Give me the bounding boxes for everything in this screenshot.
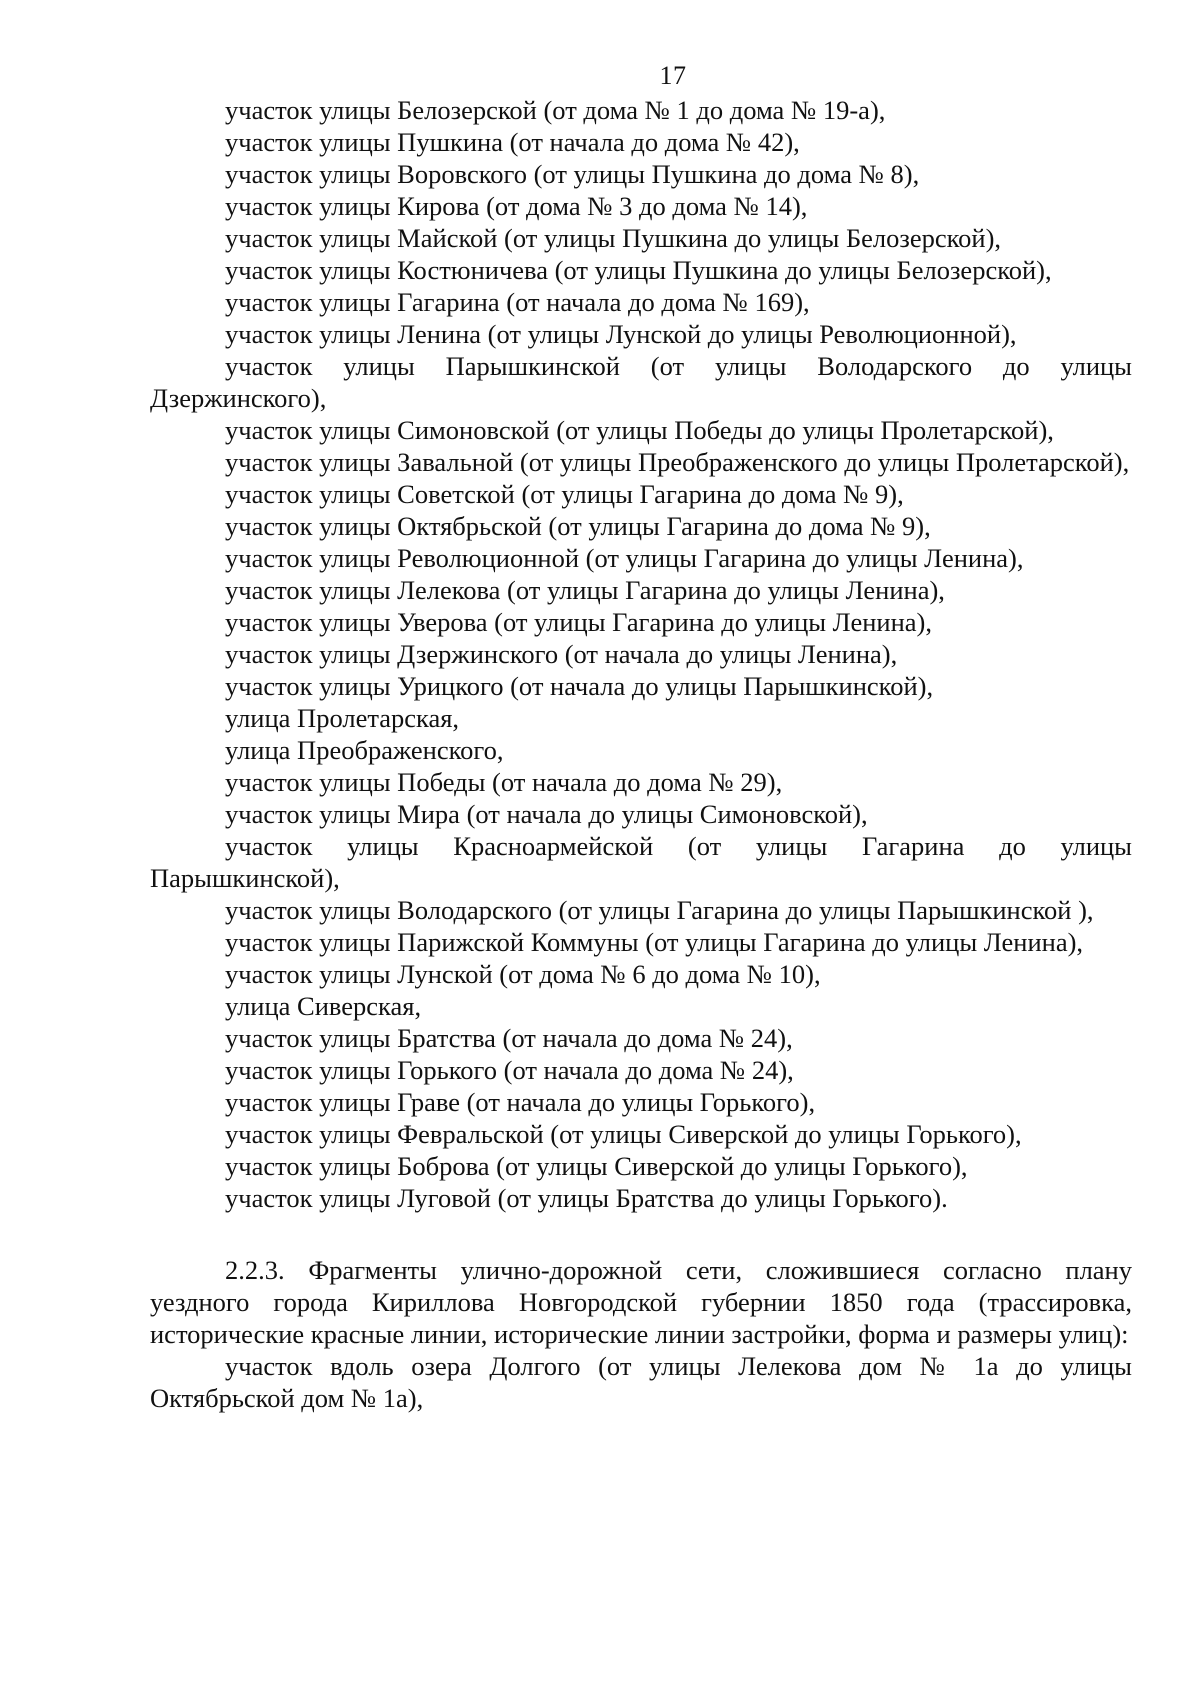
list-item: участок улицы Революционной (от улицы Гагарина до улицы Ленина), <box>225 543 1024 573</box>
list-item: участок улицы Завальной (от улицы Преображенского до улицы Пролетарской), <box>225 447 1130 477</box>
list-item: участок улицы Октябрьской (от улицы Гагарина до дома № 9), <box>225 511 931 541</box>
list-item: участок улицы Победы (от начала до дома № 29), <box>225 767 783 797</box>
list-item: участок улицы Советской (от улицы Гагарина до дома № 9), <box>225 479 904 509</box>
list-item: участок улицы Воровского (от улицы Пушкина до дома № 8), <box>225 159 920 189</box>
list-item: участок улицы Красноармейской (от улицы Гагарина до улицы Парышкинской), <box>150 831 1132 893</box>
street-list <box>150 94 1132 1214</box>
list-item: участок улицы Белозерской (от дома № 1 до дома № 19-а), <box>225 95 886 125</box>
list-item: участок улицы Лунской (от дома № 6 до дома № 10), <box>225 959 821 989</box>
list-item: участок улицы Дзержинского (от начала до улицы Ленина), <box>225 639 898 669</box>
list-item: участок улицы Костюничева (от улицы Пушкина до улицы Белозерской), <box>225 255 1052 285</box>
list-item: участок улицы Уверова (от улицы Гагарина до улицы Ленина), <box>225 607 932 637</box>
list-item: участок улицы Лелекова (от улицы Гагарина до улицы Ленина), <box>225 575 945 605</box>
list-item: улица Пролетарская, <box>225 703 460 733</box>
list-item: улица Преображенского, <box>225 735 504 765</box>
list-item: участок улицы Февральской (от улицы Сиверской до улицы Горького), <box>225 1119 1022 1149</box>
list-item: участок улицы Братства (от начала до дома № 24), <box>225 1023 793 1053</box>
section-street-list <box>150 1350 1132 1414</box>
list-item: участок улицы Граве (от начала до улицы Горького), <box>225 1087 816 1117</box>
list-item: участок улицы Парижской Коммуны (от улицы Гагарина до улицы Ленина), <box>225 927 1084 957</box>
list-item: участок улицы Боброва (от улицы Сиверской до улицы Горького), <box>225 1151 968 1181</box>
list-item: участок улицы Володарского (от улицы Гагарина до улицы Парышкинской ), <box>225 895 1094 925</box>
list-item: участок улицы Мира (от начала до улицы Симоновской), <box>225 799 868 829</box>
list-item: участок улицы Симоновской (от улицы Победы до улицы Пролетарской), <box>225 415 1054 445</box>
list-item: участок улицы Кирова (от дома № 3 до дома № 14), <box>225 191 808 221</box>
document-body <box>150 94 1132 1414</box>
list-item: улица Сиверская, <box>225 991 422 1021</box>
list-item: участок улицы Парышкинской (от улицы Володарского до улицы Дзержинского), <box>150 351 1132 413</box>
list-item: участок улицы Горького (от начала до дома № 24), <box>225 1055 794 1085</box>
section-paragraph: 2.2.3. Фрагменты улично-дорожной сети, сложившиеся согласно плану уездного города Кириллова Новгородской губернии 1850 года (трассировка, исторические красные линии, исторические линии застройки, форма и размеры улиц): <box>150 1255 1132 1349</box>
list-item: участок улицы Гагарина (от начала до дома № 169), <box>225 287 810 317</box>
list-item: участок улицы Ленина (от улицы Лунской до улицы Революционной), <box>225 319 1017 349</box>
page-number: 17 <box>659 61 687 90</box>
paragraph-gap <box>150 1214 1132 1254</box>
list-item: участок улицы Пушкина (от начала до дома № 42), <box>225 127 800 157</box>
list-item: участок вдоль озера Долгого (от улицы Лелекова дом № 1а до улицы Октябрьской дом № 1а), <box>150 1351 1132 1413</box>
list-item: участок улицы Майской (от улицы Пушкина до улицы Белозерской), <box>225 223 1002 253</box>
list-item: участок улицы Урицкого (от начала до улицы Парышкинской), <box>225 671 934 701</box>
list-item: участок улицы Луговой (от улицы Братства до улицы Горького). <box>225 1183 948 1213</box>
